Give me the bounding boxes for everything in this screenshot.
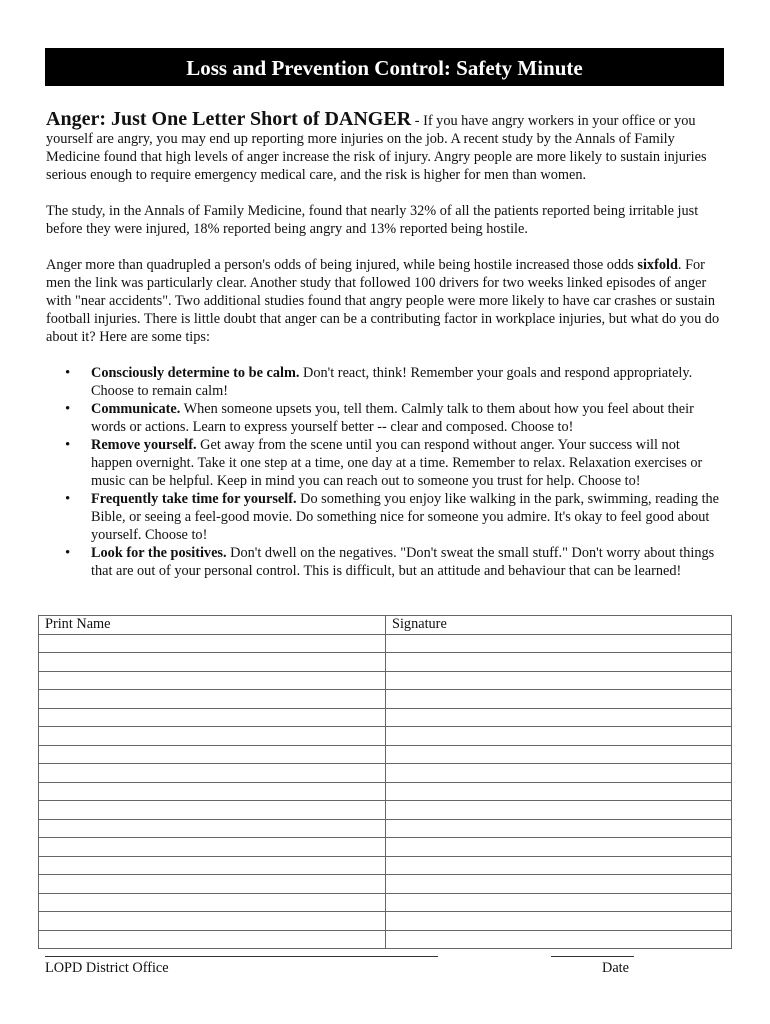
page-title: Loss and Prevention Control: Safety Minute [45,48,724,86]
signature-cell[interactable] [386,727,732,746]
signature-cell[interactable] [386,912,732,931]
signature-cell[interactable] [386,801,732,820]
tip-text: Don't react, think! Remember your goals and respond appropriately. Choose to remain calm! [91,365,693,399]
signature-cell[interactable] [386,671,732,690]
table-row [39,856,732,875]
office-signature-line [45,956,438,957]
tip-title: Consciously determine to be calm. [91,365,300,381]
table-row [39,745,732,764]
print-name-cell[interactable] [39,856,386,875]
tip-text: Get away from the scene until you can respond without anger. Your success will not happen overnight. Take it one step at a time, one day at a time. Remember to relax. Relaxation exercises or music can be helpful. Keep in mind you can reach out to someone you trust for help. Choose to! [91,437,703,489]
table-row [39,930,732,949]
signature-cell[interactable] [386,893,732,912]
signature-header: Signature [386,616,732,635]
article-headline: Anger: Just One Letter Short of DANGER [46,108,412,130]
odds-text-after: . For men the link was particularly clear. Another study that followed 100 drivers for two weeks linked episodes of anger with "near accidents". Two additional studies found that angry people were more likely to have car crashes or sustain football injuries. There is little doubt that anger can be a contributing factor in workplace injuries, but what do you do about it? Here are some tips: [46,257,720,345]
signature-cell[interactable] [386,764,732,783]
tip-title: Remove yourself. [91,437,197,453]
table-row [39,801,732,820]
table-row [39,671,732,690]
table-row [39,838,732,857]
signature-cell[interactable] [386,838,732,857]
odds-text-bold: sixfold [637,257,678,273]
print-name-cell[interactable] [39,764,386,783]
signature-cell[interactable] [386,819,732,838]
odds-text-before: Anger more than quadrupled a person's odds of being injured, while being hostile increased those odds [46,257,638,273]
list-item [91,490,724,544]
list-item [91,364,724,400]
print-name-cell[interactable] [39,745,386,764]
signature-table [38,615,732,949]
table-row [39,727,732,746]
table-row [39,819,732,838]
odds-paragraph [46,256,724,346]
print-name-cell[interactable] [39,930,386,949]
office-label: LOPD District Office [45,960,169,976]
table-row [39,782,732,801]
tip-text: Do something you enjoy like walking in the park, swimming, reading the Bible, or seeing a feel-good movie. Do something nice for someone you admire. It's okay to feel good about yourself. Choose to! [91,491,720,543]
signature-cell[interactable] [386,634,732,653]
table-row [39,653,732,672]
table-row [39,875,732,894]
table-row [39,690,732,709]
list-item [91,400,724,436]
print-name-cell[interactable] [39,671,386,690]
table-row [39,764,732,783]
article-body [46,110,724,580]
print-name-cell[interactable] [39,912,386,931]
print-name-cell[interactable] [39,838,386,857]
list-item [91,544,724,580]
print-name-cell[interactable] [39,690,386,709]
print-name-cell[interactable] [39,893,386,912]
table-row [39,708,732,727]
print-name-cell[interactable] [39,875,386,894]
signature-cell[interactable] [386,690,732,709]
print-name-header: Print Name [39,616,386,635]
signature-cell[interactable] [386,782,732,801]
signature-rows [39,634,732,949]
signature-cell[interactable] [386,653,732,672]
print-name-cell[interactable] [39,634,386,653]
date-line [551,956,634,957]
tip-title: Frequently take time for yourself. [91,491,297,507]
table-row [39,912,732,931]
signature-cell[interactable] [386,856,732,875]
signature-cell[interactable] [386,745,732,764]
tips-list [46,364,724,580]
print-name-cell[interactable] [39,801,386,820]
intro-text: - If you have angry workers in your office or you yourself are angry, you may end up reporting more injuries on the job. A recent study by the Annals of Family Medicine found that high levels of anger increase the risk of injury. Angry people are more likely to sustain injuries serious enough to require emergency medical care, and the risk is higher for men than women. [46,113,707,183]
signature-cell[interactable] [386,708,732,727]
intro-paragraph [46,110,724,184]
print-name-cell[interactable] [39,708,386,727]
tip-text: When someone upsets you, tell them. Calmly talk to them about how you feel about their words or actions. Learn to express yourself better -- clear and composed. Choose to! [91,401,694,435]
table-header-row [39,616,732,635]
table-row [39,634,732,653]
tip-title: Look for the positives. [91,545,227,561]
tip-title: Communicate. [91,401,181,417]
signature-cell[interactable] [386,875,732,894]
print-name-cell[interactable] [39,782,386,801]
print-name-cell[interactable] [39,819,386,838]
print-name-cell[interactable] [39,653,386,672]
print-name-cell[interactable] [39,727,386,746]
study-paragraph: The study, in the Annals of Family Medicine, found that nearly 32% of all the patients reported being irritable just before they were injured, 18% reported being angry and 13% reported being hostile. [46,203,699,237]
tip-text: Don't dwell on the negatives. "Don't sweat the small stuff." Don't worry about things that are out of your personal control. This is difficult, but an attitude and behaviour that can be learned! [91,545,715,579]
signature-cell[interactable] [386,930,732,949]
list-item [91,436,724,490]
table-row [39,893,732,912]
date-label: Date [602,960,629,976]
